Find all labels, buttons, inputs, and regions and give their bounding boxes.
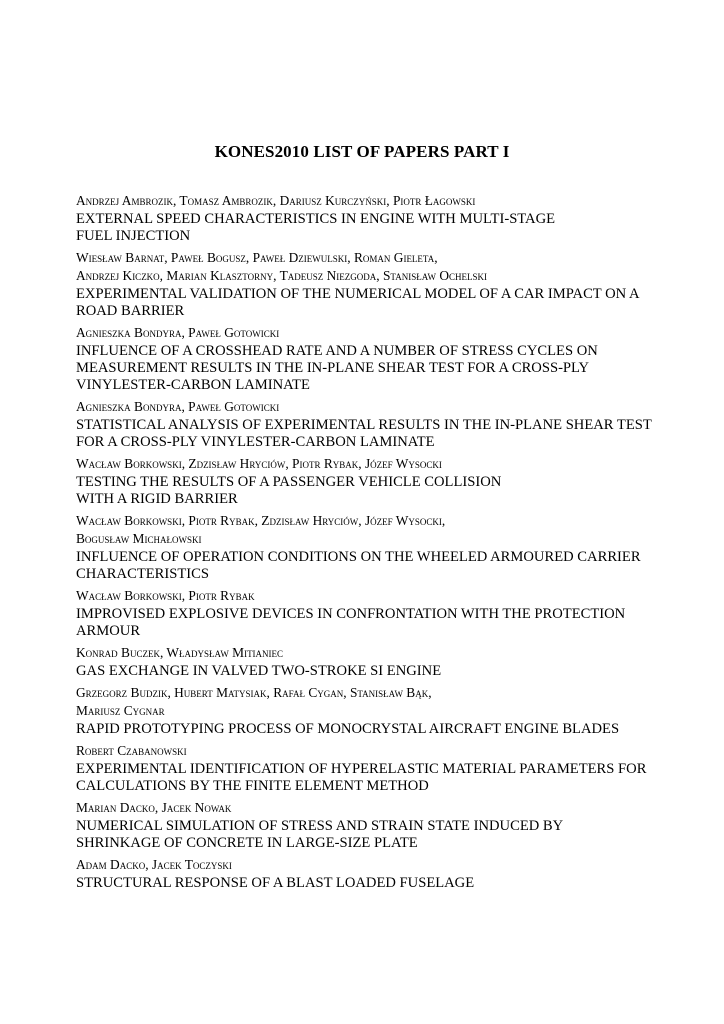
paper-authors: Wacław Borkowski, Piotr Rybak, Zdzisław Hryciów, Józef Wysocki, Bogusław Michałowski: [76, 513, 446, 546]
paper-entry: [76, 587, 676, 640]
paper-title: NUMERICAL SIMULATION OF STRESS AND STRAIN STATE INDUCED BY SHRINKAGE OF CONCRETE IN LARGE-SIZE PLATE: [76, 818, 564, 851]
paper-authors: Robert Czabanowski: [76, 743, 187, 758]
paper-list: [76, 192, 676, 896]
paper-authors: Agnieszka Bondyra, Paweł Gotowicki: [76, 399, 280, 414]
paper-entry: [76, 799, 676, 852]
paper-authors: Adam Dacko, Jacek Toczyski: [76, 857, 232, 872]
paper-entry: [76, 644, 676, 680]
paper-entry: [76, 856, 676, 892]
paper-entry: [76, 398, 676, 451]
paper-title: STRUCTURAL RESPONSE OF A BLAST LOADED FUSELAGE: [76, 875, 475, 891]
paper-title: EXPERIMENTAL VALIDATION OF THE NUMERICAL MODEL OF A CAR IMPACT ON A ROAD BARRIER: [76, 286, 640, 319]
paper-authors: Wiesław Barnat, Paweł Bogusz, Paweł Dziewulski, Roman Gieleta, Andrzej Kiczko, Marian Klasztorny, Tadeusz Niezgoda, Stanisław Ochelski: [76, 250, 487, 283]
paper-authors: Andrzej Ambrozik, Tomasz Ambrozik, Dariusz Kurczyński, Piotr Łagowski: [76, 193, 476, 208]
paper-authors: Wacław Borkowski, Zdzisław Hryciów, Piotr Rybak, Józef Wysocki: [76, 456, 442, 471]
paper-entry: [76, 192, 676, 245]
paper-title: IMPROVISED EXPLOSIVE DEVICES IN CONFRONTATION WITH THE PROTECTION ARMOUR: [76, 606, 626, 639]
paper-authors: Marian Dacko, Jacek Nowak: [76, 800, 232, 815]
paper-entry: [76, 684, 676, 738]
paper-entry: [76, 512, 676, 583]
paper-title: INFLUENCE OF OPERATION CONDITIONS ON THE WHEELED ARMOURED CARRIER CHARACTERISTICS: [76, 549, 641, 582]
paper-title: GAS EXCHANGE IN VALVED TWO-STROKE SI ENGINE: [76, 663, 442, 679]
paper-entry: [76, 249, 676, 320]
paper-title: RAPID PROTOTYPING PROCESS OF MONOCRYSTAL AIRCRAFT ENGINE BLADES: [76, 721, 620, 737]
paper-title: INFLUENCE OF A CROSSHEAD RATE AND A NUMBER OF STRESS CYCLES ON MEASUREMENT RESULTS IN THE IN-PLANE SHEAR TEST FOR A CROSS-PLY VINYLESTER-CARBON LAMINATE: [76, 343, 598, 393]
paper-title: EXPERIMENTAL IDENTIFICATION OF HYPERELASTIC MATERIAL PARAMETERS FOR CALCULATIONS BY THE FINITE ELEMENT METHOD: [76, 761, 647, 794]
paper-authors: Konrad Buczek, Władysław Mitianiec: [76, 645, 284, 660]
paper-title: EXTERNAL SPEED CHARACTERISTICS IN ENGINE WITH MULTI-STAGE FUEL INJECTION: [76, 211, 556, 244]
paper-authors: Wacław Borkowski, Piotr Rybak: [76, 588, 255, 603]
paper-title: STATISTICAL ANALYSIS OF EXPERIMENTAL RESULTS IN THE IN-PLANE SHEAR TEST FOR A CROSS-PLY VINYLESTER-CARBON LAMINATE: [76, 417, 652, 450]
paper-entry: [76, 742, 676, 795]
paper-entry: [76, 455, 676, 508]
paper-title: TESTING THE RESULTS OF A PASSENGER VEHICLE COLLISION WITH A RIGID BARRIER: [76, 474, 502, 507]
paper-authors: Agnieszka Bondyra, Paweł Gotowicki: [76, 325, 280, 340]
paper-entry: [76, 324, 676, 394]
paper-authors: Grzegorz Budzik, Hubert Matysiak, Rafał Cygan, Stanisław Bąk, Mariusz Cygnar: [76, 685, 432, 718]
document-title: KONES2010 LIST OF PAPERS PART I: [214, 142, 510, 161]
